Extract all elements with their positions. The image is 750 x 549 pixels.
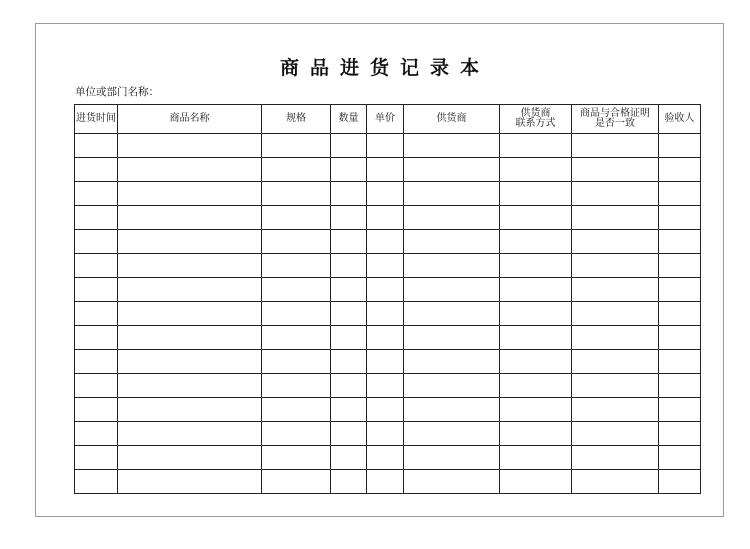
table-cell[interactable] (659, 278, 701, 302)
table-row (75, 350, 701, 374)
record-sheet (35, 23, 724, 517)
table-row (75, 134, 701, 158)
table-cell[interactable] (404, 326, 500, 350)
table-cell[interactable] (262, 374, 331, 398)
table-cell[interactable] (659, 230, 701, 254)
table-cell[interactable] (404, 374, 500, 398)
table-cell[interactable] (500, 254, 572, 278)
table-cell[interactable] (118, 134, 262, 158)
table-cell[interactable] (118, 158, 262, 182)
unit-name-label: 单位或部门名称： (75, 86, 159, 98)
table-cell[interactable] (500, 374, 572, 398)
table-cell[interactable] (331, 350, 367, 374)
table-cell[interactable] (572, 446, 659, 470)
table-cell[interactable] (262, 470, 331, 494)
certificate-match-line2: 是否一致 (595, 118, 635, 129)
table-cell[interactable] (331, 134, 367, 158)
table-cell[interactable] (572, 134, 659, 158)
table-cell[interactable] (500, 302, 572, 326)
column-header-purchase-time: 进货时间 (75, 105, 118, 134)
column-header-product-name: 商品名称 (118, 105, 262, 134)
table-cell[interactable] (75, 398, 118, 422)
table-cell[interactable] (262, 278, 331, 302)
table-cell[interactable] (367, 278, 404, 302)
table-cell[interactable] (118, 470, 262, 494)
supplier-contact-line2: 联系方式 (515, 118, 556, 129)
table-cell[interactable] (262, 230, 331, 254)
table-cell[interactable] (118, 206, 262, 230)
table-cell[interactable] (367, 134, 404, 158)
table-cell[interactable] (262, 398, 331, 422)
table-cell[interactable] (572, 470, 659, 494)
table-cell[interactable] (331, 398, 367, 422)
table-cell[interactable] (500, 398, 572, 422)
table-row (75, 182, 701, 206)
column-header-quantity: 数量 (331, 105, 367, 134)
table-row (75, 446, 701, 470)
table-cell[interactable] (404, 422, 500, 446)
table-cell[interactable] (500, 470, 572, 494)
table-cell[interactable] (367, 254, 404, 278)
table-cell[interactable] (500, 446, 572, 470)
table-cell[interactable] (367, 470, 404, 494)
column-header-certificate-match (572, 105, 659, 134)
table-cell[interactable] (118, 254, 262, 278)
table-cell[interactable] (75, 326, 118, 350)
table-cell[interactable] (118, 422, 262, 446)
table-cell[interactable] (500, 158, 572, 182)
table-cell[interactable] (404, 158, 500, 182)
table-cell[interactable] (500, 134, 572, 158)
column-header-inspector: 验收人 (659, 105, 701, 134)
table-row (75, 326, 701, 350)
table-cell[interactable] (367, 302, 404, 326)
table-cell[interactable] (659, 254, 701, 278)
table-cell[interactable] (118, 302, 262, 326)
table-cell[interactable] (75, 302, 118, 326)
table-row (75, 230, 701, 254)
table-cell[interactable] (367, 422, 404, 446)
table-cell[interactable] (404, 134, 500, 158)
table-cell[interactable] (118, 326, 262, 350)
table-cell[interactable] (118, 374, 262, 398)
table-cell[interactable] (75, 254, 118, 278)
table-cell[interactable] (331, 230, 367, 254)
form-title: 商品进货记录本 (279, 57, 490, 79)
table-cell[interactable] (75, 374, 118, 398)
table-cell[interactable] (331, 302, 367, 326)
table-cell[interactable] (262, 302, 331, 326)
table-cell[interactable] (659, 302, 701, 326)
table-cell[interactable] (75, 158, 118, 182)
table-cell[interactable] (659, 470, 701, 494)
table-cell[interactable] (659, 326, 701, 350)
table-cell[interactable] (572, 278, 659, 302)
table-cell[interactable] (572, 374, 659, 398)
table-cell[interactable] (118, 446, 262, 470)
table-row (75, 278, 701, 302)
table-cell[interactable] (659, 446, 701, 470)
table-row (75, 470, 701, 494)
table-cell[interactable] (118, 350, 262, 374)
table-cell[interactable] (404, 302, 500, 326)
table-cell[interactable] (367, 182, 404, 206)
table-cell[interactable] (404, 230, 500, 254)
table-cell[interactable] (118, 182, 262, 206)
table-cell[interactable] (367, 374, 404, 398)
table-cell[interactable] (404, 182, 500, 206)
table-cell[interactable] (262, 158, 331, 182)
column-header-unit-price: 单价 (367, 105, 404, 134)
table-cell[interactable] (262, 446, 331, 470)
table-cell[interactable] (404, 278, 500, 302)
table-cell[interactable] (75, 206, 118, 230)
table-cell[interactable] (404, 446, 500, 470)
table-cell[interactable] (118, 398, 262, 422)
table-cell[interactable] (331, 446, 367, 470)
table-cell[interactable] (572, 158, 659, 182)
table-cell[interactable] (572, 254, 659, 278)
purchase-record-table (74, 104, 701, 494)
table-cell[interactable] (367, 206, 404, 230)
table-cell[interactable] (659, 182, 701, 206)
supplier-contact-line1: 供货商 (520, 108, 551, 119)
table-row (75, 302, 701, 326)
table-cell[interactable] (500, 350, 572, 374)
table-cell[interactable] (331, 374, 367, 398)
table-cell[interactable] (572, 398, 659, 422)
table-cell[interactable] (659, 158, 701, 182)
table-row (75, 254, 701, 278)
table-cell[interactable] (659, 398, 701, 422)
table-cell[interactable] (404, 470, 500, 494)
table-cell[interactable] (331, 206, 367, 230)
table-cell[interactable] (572, 350, 659, 374)
table-cell[interactable] (262, 134, 331, 158)
table-cell[interactable] (75, 350, 118, 374)
table-cell[interactable] (118, 230, 262, 254)
table-cell[interactable] (331, 422, 367, 446)
table-cell[interactable] (367, 446, 404, 470)
table-cell[interactable] (367, 230, 404, 254)
table-cell[interactable] (404, 206, 500, 230)
table-cell[interactable] (262, 206, 331, 230)
column-header-specification: 规格 (262, 105, 331, 134)
table-cell[interactable] (75, 446, 118, 470)
table-row (75, 374, 701, 398)
table-cell[interactable] (500, 422, 572, 446)
table-cell[interactable] (262, 350, 331, 374)
table-cell[interactable] (331, 158, 367, 182)
table-cell[interactable] (75, 278, 118, 302)
table-cell[interactable] (572, 326, 659, 350)
table-cell[interactable] (659, 134, 701, 158)
table-cell[interactable] (262, 326, 331, 350)
table-cell[interactable] (75, 422, 118, 446)
table-cell[interactable] (262, 182, 331, 206)
table-cell[interactable] (500, 326, 572, 350)
table-cell[interactable] (331, 182, 367, 206)
table-cell[interactable] (572, 230, 659, 254)
table-cell[interactable] (500, 182, 572, 206)
table-cell[interactable] (500, 230, 572, 254)
table-cell[interactable] (331, 470, 367, 494)
table-cell[interactable] (572, 206, 659, 230)
table-cell[interactable] (572, 422, 659, 446)
table-cell[interactable] (262, 254, 331, 278)
table-cell[interactable] (659, 350, 701, 374)
table-cell[interactable] (75, 470, 118, 494)
table-cell[interactable] (659, 422, 701, 446)
table-cell[interactable] (331, 254, 367, 278)
table-cell[interactable] (367, 158, 404, 182)
table-cell[interactable] (500, 206, 572, 230)
table-cell[interactable] (572, 182, 659, 206)
table-cell[interactable] (367, 350, 404, 374)
table-cell[interactable] (659, 374, 701, 398)
table-cell[interactable] (659, 206, 701, 230)
table-row (75, 158, 701, 182)
table-cell[interactable] (118, 278, 262, 302)
table-cell[interactable] (75, 182, 118, 206)
table-cell[interactable] (75, 134, 118, 158)
table-cell[interactable] (262, 422, 331, 446)
table-cell[interactable] (572, 302, 659, 326)
table-cell[interactable] (75, 230, 118, 254)
table-cell[interactable] (500, 278, 572, 302)
certificate-match-line1: 商品与合格证明 (580, 108, 650, 119)
table-cell[interactable] (404, 350, 500, 374)
table-cell[interactable] (367, 398, 404, 422)
table-cell[interactable] (367, 326, 404, 350)
table-cell[interactable] (331, 326, 367, 350)
column-header-supplier-contact (500, 105, 572, 134)
table-cell[interactable] (404, 398, 500, 422)
table-header-row (75, 105, 701, 134)
record-table-body (75, 134, 701, 494)
table-cell[interactable] (331, 278, 367, 302)
table-cell[interactable] (404, 254, 500, 278)
table-row (75, 206, 701, 230)
table-row (75, 398, 701, 422)
column-header-supplier: 供货商 (404, 105, 500, 134)
table-row (75, 422, 701, 446)
